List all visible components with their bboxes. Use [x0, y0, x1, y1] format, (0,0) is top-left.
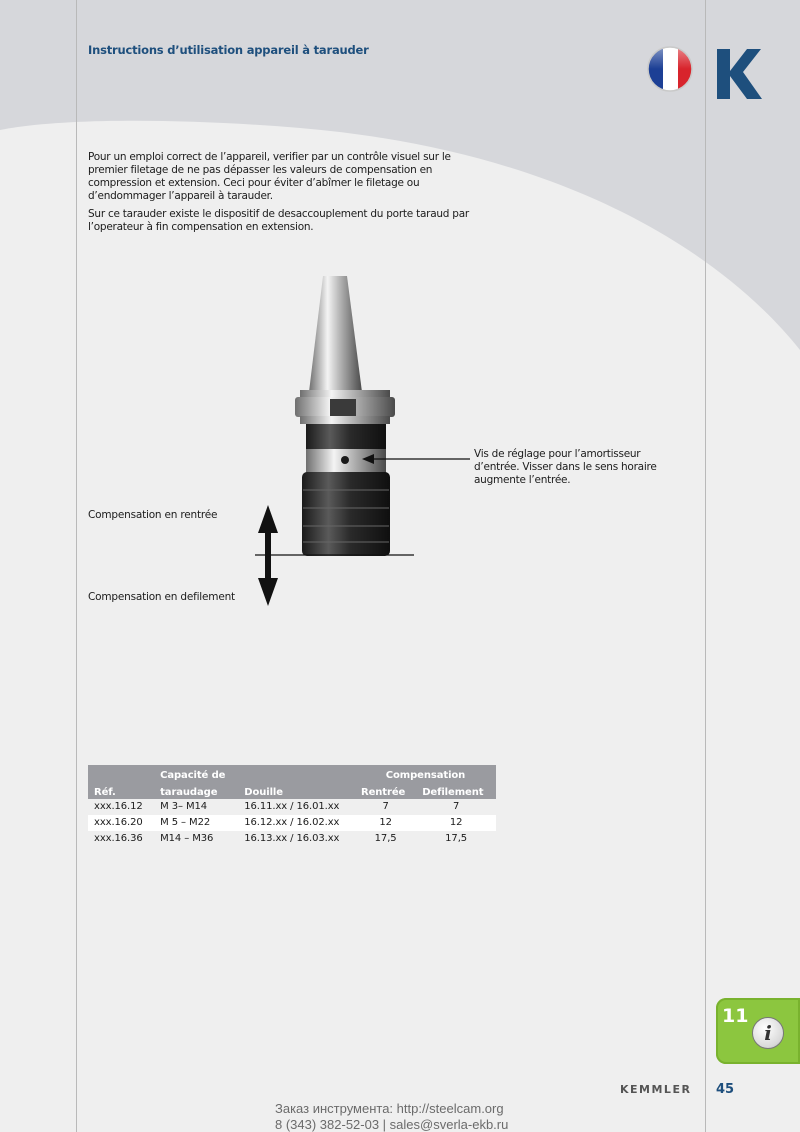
cell-capacity: M 5 – M22 [154, 815, 238, 831]
cell-socket: 16.13.xx / 16.03.xx [244, 833, 340, 844]
cell-out: 12 [416, 815, 496, 831]
cell-ref: xxx.16.20 [88, 815, 154, 831]
chapter-number: 11 [722, 1005, 749, 1027]
cell-in: 17,5 [374, 833, 397, 844]
page-number: 45 [716, 1082, 735, 1097]
spec-table [88, 765, 496, 847]
cell-socket: 16.12.xx / 16.02.xx [238, 815, 355, 831]
table-row [88, 799, 496, 815]
info-icon: i [752, 1017, 784, 1049]
contact-line: 8 (343) 382-52-03 | sales@sverla-ekb.ru [275, 1117, 509, 1132]
header-capacity-line1: Capacité de [154, 765, 238, 782]
cell-ref: xxx.16.36 [94, 833, 143, 844]
intro-paragraph-2: Sur ce tarauder existe le dispositif de desaccouplement du porte taraud par l’operateur à fin compensation en extension. [88, 208, 469, 233]
header-out: Defilement [416, 782, 496, 799]
cell-capacity: M14 – M36 [160, 833, 214, 844]
adjusting-screw-callout: Vis de réglage pour l’amortisseur d’entrée. Visser dans le sens horaire augmente l’entrée. [474, 448, 657, 486]
header-ref: Réf. [88, 782, 154, 799]
cell-capacity: M 3– M14 [160, 801, 208, 812]
cell-socket: 16.11.xx / 16.01.xx [244, 801, 340, 812]
brand-name: KEMMLER [620, 1083, 692, 1096]
cell-out: 7 [452, 801, 460, 812]
table-row [88, 815, 496, 831]
header-cell-empty [238, 765, 355, 782]
header-socket: Douille [238, 782, 355, 799]
compensation-in-label: Compensation en rentrée [88, 509, 218, 521]
cell-ref: xxx.16.12 [94, 801, 143, 812]
order-line: Заказ инструмента: http://steelcam.org [275, 1101, 504, 1116]
header-cell-empty [88, 765, 154, 782]
intro-paragraph-1: Pour un emploi correct de l’appareil, verifier par un contrôle visuel sur le premier filetage de ne pas dépasser les valeurs de compensation en compression et extension. Ceci pour éviter d’abîmer le filetage ou d’endommager l’appareil à tarauder. [88, 151, 451, 202]
table-row [88, 831, 496, 847]
compensation-out-label: Compensation en defilement [88, 591, 235, 603]
cell-in: 7 [382, 801, 389, 812]
page-title: Instructions d’utilisation appareil à tarauder [88, 43, 369, 57]
header-compensation: Compensation [355, 765, 496, 782]
cell-in: 12 [355, 815, 416, 831]
france-flag-icon [648, 47, 693, 91]
cell-out: 17,5 [445, 833, 468, 844]
header-in: Rentrée [355, 782, 416, 799]
header-capacity-line2: taraudage [154, 782, 238, 799]
